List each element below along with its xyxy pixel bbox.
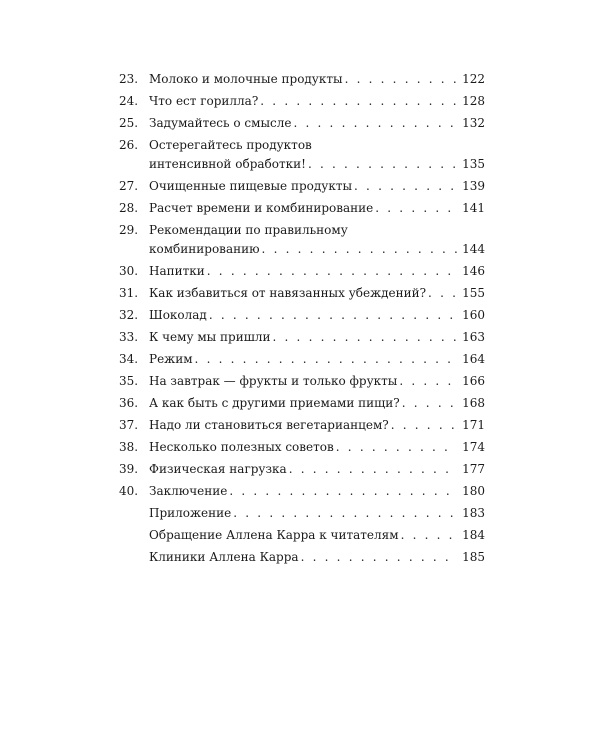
toc-entry-page: 128 (462, 94, 485, 108)
dot-leader (273, 329, 458, 345)
toc-entry-title: Приложение (149, 506, 232, 520)
toc-entry-page: 144 (462, 242, 485, 256)
toc-entry-number: 34. (119, 352, 139, 366)
toc-entry-title: Обращение Аллена Карра к читателям (149, 528, 399, 542)
toc-entry-title: Режим (149, 352, 193, 366)
toc-entry-page: 122 (462, 72, 485, 86)
toc-entry-title: Молоко и молочные продукты (149, 72, 343, 86)
toc-entry-number: 32. (119, 308, 139, 322)
toc-entry[interactable] (119, 505, 485, 527)
toc-entry-page: 132 (462, 116, 485, 130)
dot-leader (209, 307, 457, 323)
toc-entry-title: Клиники Аллена Карра (149, 550, 299, 564)
toc-entry-page: 171 (462, 418, 485, 432)
toc-entry[interactable] (119, 285, 485, 307)
dot-leader (391, 417, 457, 433)
toc-entry[interactable] (119, 351, 485, 373)
toc-entry-page: 164 (462, 352, 485, 366)
toc-entry-page: 168 (462, 396, 485, 410)
toc-entry-page: 155 (462, 286, 485, 300)
toc-entry-number: 36. (119, 396, 139, 410)
toc-entry-number: 33. (119, 330, 139, 344)
toc-entry-title: Что ест горилла? (149, 94, 259, 108)
toc-entry[interactable] (119, 527, 485, 549)
dot-leader (375, 200, 457, 216)
toc-entry-number: 35. (119, 374, 139, 388)
toc-entry-number: 25. (119, 116, 139, 130)
dot-leader (428, 285, 457, 301)
toc-entry-number: 30. (119, 264, 139, 278)
toc-entry-number: 29. (119, 223, 139, 237)
toc-entry[interactable] (119, 222, 485, 263)
toc-entry-page: 163 (462, 330, 485, 344)
dot-leader (402, 395, 457, 411)
dot-leader (207, 263, 457, 279)
toc-entry-title: Задумайтесь о смысле (149, 116, 292, 130)
dot-leader (262, 241, 457, 257)
toc-entry-title-line2: комбинированию (149, 242, 260, 256)
toc-entry-page: 141 (462, 201, 485, 215)
toc-entry[interactable] (119, 307, 485, 329)
toc-entry-page: 135 (462, 157, 485, 171)
toc-entry-title: Физическая нагрузка (149, 462, 287, 476)
toc-entry[interactable] (119, 483, 485, 505)
toc-entry[interactable] (119, 549, 485, 571)
toc-entry[interactable] (119, 71, 485, 93)
dot-leader (233, 505, 457, 521)
dot-leader (308, 156, 457, 172)
toc-entry-page: 139 (462, 179, 485, 193)
dot-leader (354, 178, 457, 194)
dot-leader (229, 483, 457, 499)
toc-entry[interactable] (119, 329, 485, 351)
toc-entry-number: 37. (119, 418, 139, 432)
toc-entry-page: 166 (462, 374, 485, 388)
toc-entry-page: 160 (462, 308, 485, 322)
toc-entry-title-line2: интенсивной обработки! (149, 157, 306, 171)
toc-entry-number: 40. (119, 484, 139, 498)
toc-entry[interactable] (119, 461, 485, 483)
toc-entry-title: Надо ли становиться вегетарианцем? (149, 418, 389, 432)
toc-entry-number: 23. (119, 72, 139, 86)
dot-leader (301, 549, 457, 565)
toc-entry-number: 24. (119, 94, 139, 108)
dot-leader (195, 351, 457, 367)
toc-entry[interactable] (119, 263, 485, 285)
toc-entry-title: А как быть с другими приемами пищи? (149, 396, 400, 410)
toc-entry-page: 183 (462, 506, 485, 520)
toc-entry-title: К чему мы пришли (149, 330, 271, 344)
toc-entry[interactable] (119, 439, 485, 461)
dot-leader (289, 461, 457, 477)
toc-entry-title-line1: Рекомендации по правильному (149, 223, 348, 237)
toc-entry-title: Заключение (149, 484, 228, 498)
toc-entry-page: 174 (462, 440, 485, 454)
toc-entry-page: 184 (462, 528, 485, 542)
toc-entry-title-line1: Остерегайтесь продуктов (149, 138, 312, 152)
toc-entry[interactable] (119, 115, 485, 137)
toc-entry-number: 28. (119, 201, 139, 215)
toc-entry-title: Шоколад (149, 308, 207, 322)
toc-entry-title: Очищенные пищевые продукты (149, 179, 353, 193)
dot-leader (293, 115, 457, 131)
toc-entry-title: На завтрак — фрукты и только фрукты (149, 374, 398, 388)
toc-entry[interactable] (119, 137, 485, 178)
toc-entry-page: 146 (462, 264, 485, 278)
toc-entry-number: 39. (119, 462, 139, 476)
toc-entry-number: 31. (119, 286, 139, 300)
dot-leader (399, 373, 457, 389)
toc-entry-number: 27. (119, 179, 139, 193)
table-of-contents (119, 71, 485, 571)
toc-entry[interactable] (119, 395, 485, 417)
toc-entry-page: 180 (462, 484, 485, 498)
toc-entry-number: 26. (119, 138, 139, 152)
toc-entry-page: 185 (462, 550, 485, 564)
toc-entry[interactable] (119, 200, 485, 222)
toc-entry-title: Напитки (149, 264, 205, 278)
toc-entry[interactable] (119, 373, 485, 395)
toc-entry-page: 177 (462, 462, 485, 476)
toc-entry[interactable] (119, 178, 485, 200)
toc-entry[interactable] (119, 93, 485, 115)
toc-entry-title: Как избавиться от навязанных убеждений? (149, 286, 427, 300)
toc-entry-title: Расчет времени и комбинирование (149, 201, 374, 215)
dot-leader (345, 71, 457, 87)
dot-leader (260, 93, 457, 109)
dot-leader (401, 527, 457, 543)
toc-entry-number: 38. (119, 440, 139, 454)
toc-entry[interactable] (119, 417, 485, 439)
dot-leader (336, 439, 457, 455)
toc-entry-title: Несколько полезных советов (149, 440, 334, 454)
